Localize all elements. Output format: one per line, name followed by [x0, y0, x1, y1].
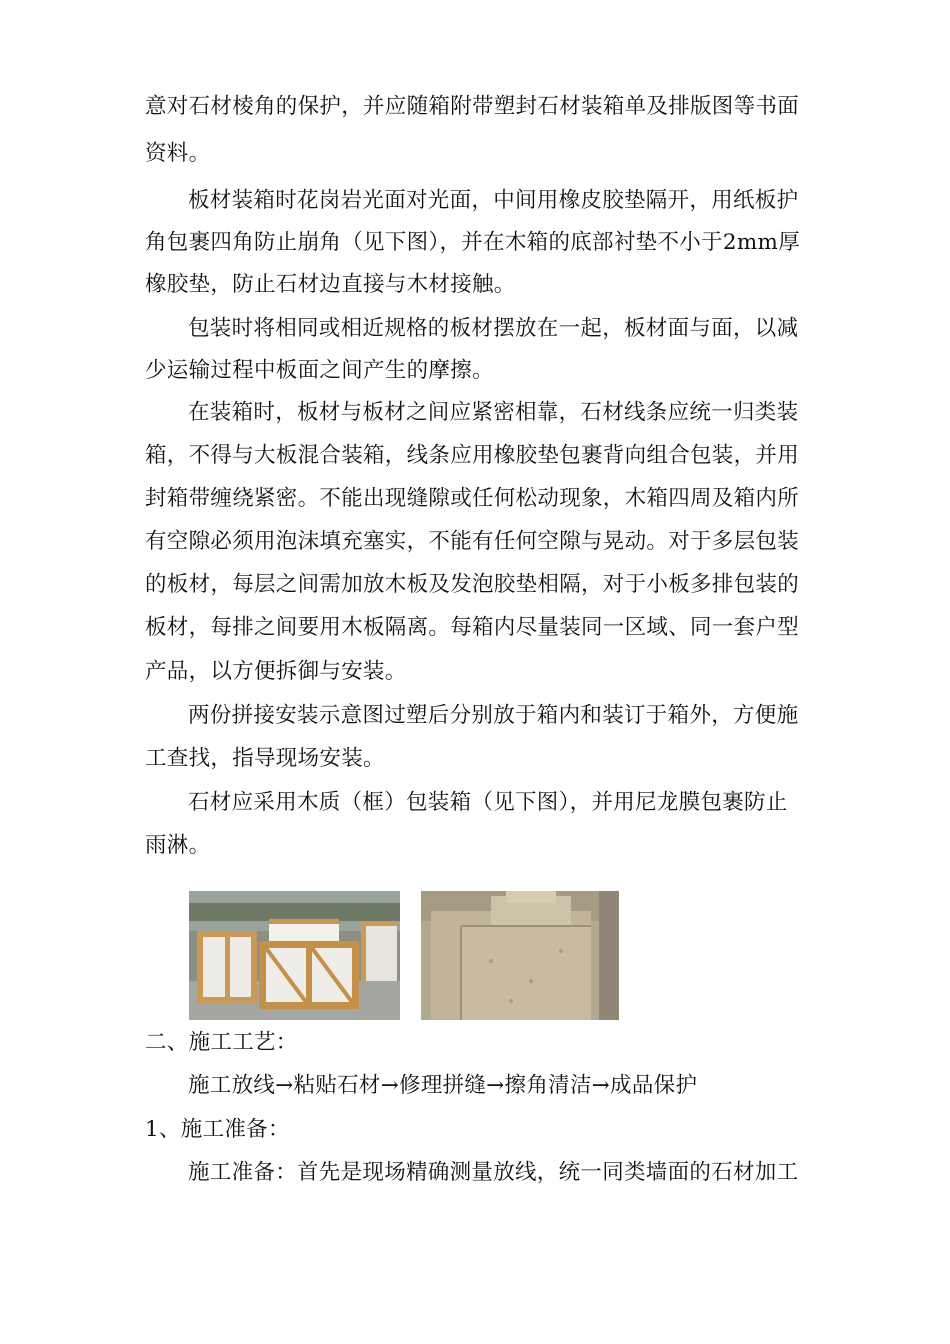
- paragraph-line: 资料。: [145, 141, 211, 166]
- paragraph-line: 施工准备：首先是现场精确测量放线，统一同类墙面的石材加工: [188, 1160, 799, 1185]
- paragraph-line: 角包裹四角防止崩角（见下图），并在木箱的底部衬垫不小于2mm厚: [145, 230, 801, 255]
- paragraph-line: 的板材，每层之间需加放木板及发泡胶垫相隔，对于小板多排包装的: [145, 572, 800, 597]
- paragraph-line: 两份拼接安装示意图过塑后分别放于箱内和装订于箱外，方便施: [188, 703, 799, 728]
- paragraph-line: 雨淋。: [145, 833, 211, 858]
- paragraph-line: 板材，每排之间要用木板隔离。每箱内尽量装同一区域、同一套户型: [145, 615, 800, 640]
- paragraph-line: 工查找，指导现场安装。: [145, 746, 385, 771]
- stone-slab-photo: [421, 891, 619, 1020]
- crate-photo: [189, 891, 400, 1020]
- section-heading: 二、施工工艺：: [145, 1030, 298, 1055]
- sub-heading: 1、施工准备：: [145, 1117, 290, 1142]
- paragraph-line: 在装箱时，板材与板材之间应紧密相靠，石材线条应统一归类装: [188, 400, 799, 425]
- paragraph-line: 石材应采用木质（框）包装箱（见下图），并用尼龙膜包裹防止: [188, 790, 788, 815]
- paragraph-line: 意对石材棱角的保护，并应随箱附带塑封石材装箱单及排版图等书面: [145, 94, 800, 119]
- process-flow: 施工放线→粘贴石材→修理拼缝→擦角清洁→成品保护: [188, 1073, 698, 1098]
- paragraph-line: 封箱带缠绕紧密。不能出现缝隙或任何松动现象，木箱四周及箱内所: [145, 486, 800, 511]
- paragraph-line: 箱，不得与大板混合装箱，线条应用橡胶垫包裹背向组合包装，并用: [145, 443, 800, 468]
- paragraph-line: 有空隙必须用泡沫填充塞实，不能有任何空隙与晃动。对于多层包装: [145, 529, 800, 554]
- paragraph-line: 产品，以方便拆御与安装。: [145, 659, 407, 684]
- paragraph-line: 包装时将相同或相近规格的板材摆放在一起，板材面与面，以减: [188, 316, 799, 341]
- paragraph-line: 少运输过程中板面之间产生的摩擦。: [145, 358, 494, 383]
- paragraph-line: 橡胶垫，防止石材边直接与木材接触。: [145, 272, 516, 297]
- paragraph-line: 板材装箱时花岗岩光面对光面，中间用橡皮胶垫隔开，用纸板护: [188, 188, 799, 213]
